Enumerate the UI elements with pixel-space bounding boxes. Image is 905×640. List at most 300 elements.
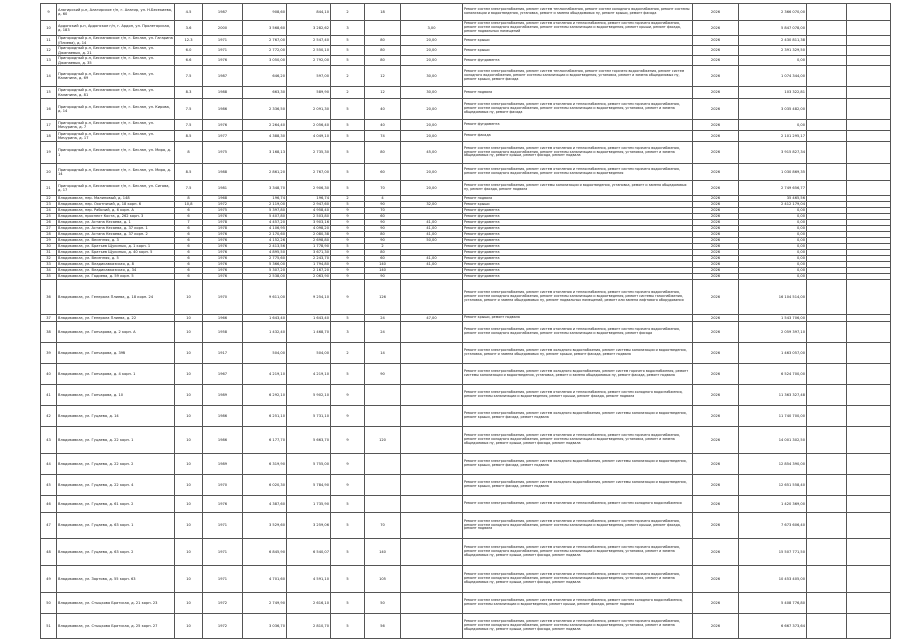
class-cell: 10 [175, 427, 203, 454]
floors-cell: 9 [331, 232, 365, 238]
living-area-cell: 2 792,00 [287, 56, 331, 66]
class-cell: 12.3 [175, 36, 203, 46]
build-year-cell: 1986 [203, 99, 243, 120]
table-row [41, 614, 891, 639]
floors-cell: 9 [331, 475, 365, 496]
address-cell: Владикавказ, ул. Астана Кесаева, д. 1 [57, 220, 175, 226]
floors-cell: 5 [331, 614, 365, 639]
year-scheduled-cell: 2026 [693, 56, 739, 66]
living-area-cell: 3 671,30 [287, 250, 331, 256]
build-year-cell: 1978 [203, 226, 243, 232]
living-area-cell: 1 643,40 [287, 315, 331, 322]
works-cell: Ремонт систем электроснабжения, ремонт систем отопления и теплоснабжения, ремонт систем горячего водоснабжения, ремонт систем холодного водоснабжения, ремонт системы канализации и водоотведения, установка, ремонт и замена общедомовых пу, ремонт крыши, ремонт фасада, ремонт подвала [463, 427, 693, 454]
works-cell: Ремонт фундамента [463, 250, 693, 256]
class-cell: 8.3 [175, 87, 203, 99]
empty-cell [807, 513, 847, 539]
living-area-cell: 1 778,90 [287, 244, 331, 250]
cost-cell: 10 453 405,00 [739, 566, 807, 593]
works-cell: Ремонт систем электроснабжения, ремонт систем отопления и теплоснабжения, ремонт систем холодного водоснабжения, ремонт системы канализации и водоотведения, ремонт крыши, ремонт фасада, ремонт подвала [463, 593, 693, 614]
row-number-cell: 20 [41, 164, 57, 181]
cost-cell: 2 366 070,00 [739, 4, 807, 21]
works-cell: Ремонт систем электроснабжения, ремонт систем отопления и теплоснабжения, ремонт систем горячего водоснабжения, ремонт систем холодного водоснабжения, ремонт системы канализации и водоотведения, ремонт фасада [463, 322, 693, 343]
residents-cell: 80 [365, 250, 401, 256]
class-cell: 6 [175, 244, 203, 250]
year-scheduled-cell: 2026 [693, 364, 739, 385]
cost-cell: 2 391 329,50 [739, 46, 807, 56]
build-year-cell: 1986 [203, 406, 243, 427]
living-area-cell: 5 784,90 [287, 475, 331, 496]
row-number-cell: 10 [41, 21, 57, 36]
floors-cell: 3 [331, 322, 365, 343]
cost-cell: 0,00 [739, 238, 807, 244]
row-number-cell: 9 [41, 4, 57, 21]
empty-cell [847, 164, 891, 181]
year-scheduled-cell: 2026 [693, 196, 739, 202]
residents-cell: 120 [365, 427, 401, 454]
year-scheduled-cell: 2026 [693, 131, 739, 142]
cost-cell: 0,00 [739, 226, 807, 232]
class-cell: 10 [175, 496, 203, 513]
class-cell: 7 [175, 220, 203, 226]
empty-cell [847, 181, 891, 196]
build-year-cell: 1975 [203, 208, 243, 214]
residents-cell: 60 [365, 164, 401, 181]
living-area-cell: 5 902,10 [287, 385, 331, 406]
empty-cell [847, 496, 891, 513]
total-area-cell: 3 348,70 [243, 181, 287, 196]
empty-cell [807, 87, 847, 99]
residents-cell: 140 [365, 539, 401, 566]
cost-cell: 2 749 656,77 [739, 181, 807, 196]
address-cell: Владикавказ, ул. Астана Кесаева, д. 37 корп. 2 [57, 232, 175, 238]
empty-cell [847, 56, 891, 66]
cost-cell: 15 507 771,50 [739, 539, 807, 566]
empty-cell [807, 614, 847, 639]
empty-cell [807, 343, 847, 364]
build-year-cell: 1972 [203, 614, 243, 639]
empty-cell [847, 36, 891, 46]
wear-cell [401, 475, 463, 496]
year-scheduled-cell: 2026 [693, 21, 739, 36]
cost-cell: 11 363 327,48 [739, 385, 807, 406]
year-scheduled-cell: 2026 [693, 214, 739, 220]
empty-cell [847, 120, 891, 131]
wear-cell: 20,00 [401, 46, 463, 56]
class-cell: 3.6 [175, 21, 203, 36]
empty-cell [847, 513, 891, 539]
class-cell: 7.5 [175, 120, 203, 131]
wear-cell [401, 614, 463, 639]
floors-cell: 5 [331, 315, 365, 322]
address-cell: Владикавказ, ул. Гончарова, д. 39б [57, 343, 175, 364]
build-year-cell: 1971 [203, 36, 243, 46]
table-row [41, 315, 891, 322]
living-area-cell: 2 767,00 [287, 164, 331, 181]
residents-cell: 80 [365, 56, 401, 66]
cost-cell: 0,00 [739, 274, 807, 280]
build-year-cell: 1976 [203, 496, 243, 513]
wear-cell [401, 496, 463, 513]
year-scheduled-cell: 2026 [693, 142, 739, 164]
table-row [41, 280, 891, 315]
empty-cell [807, 364, 847, 385]
year-scheduled-cell: 2026 [693, 322, 739, 343]
floors-cell: 5 [331, 244, 365, 250]
year-scheduled-cell: 2026 [693, 539, 739, 566]
living-area-cell: 1 794,80 [287, 262, 331, 268]
year-scheduled-cell: 2026 [693, 99, 739, 120]
residents-cell: 70 [365, 208, 401, 214]
empty-cell [847, 614, 891, 639]
empty-cell [807, 56, 847, 66]
residents-cell [365, 475, 401, 496]
table-row [41, 364, 891, 385]
class-cell: 6.0 [175, 46, 203, 56]
floors-cell: 9 [331, 268, 365, 274]
row-number-cell: 15 [41, 87, 57, 99]
cost-cell: 11 740 700,00 [739, 406, 807, 427]
class-cell: 6 [175, 256, 203, 262]
cost-cell: 5 408 776,80 [739, 593, 807, 614]
cost-cell: 103 322,81 [739, 87, 807, 99]
row-number-cell: 13 [41, 56, 57, 66]
works-cell: Ремонт систем электроснабжения, ремонт систем отопления и теплоснабжения, ремонт систем горячего водоснабжения, ремонт систем холодного водоснабжения, ремонт системы канализации и водоотведения, установка, ремонт и замена общедомовых пу, ремонт крыши, ремонт фасада, ремонт подвала [463, 614, 693, 639]
row-number-cell: 18 [41, 131, 57, 142]
table-row [41, 4, 891, 21]
living-area-cell: 6 540,07 [287, 539, 331, 566]
works-cell: Ремонт систем электроснабжения, ремонт систем отопления и теплоснабжения, ремонт систем горячего водоснабжения, ремонт систем холодного водоснабжения, ремонт системы канализации и водоотведения, ремонт крыши, ремонт фасада, ремонт подвальных помещений [463, 21, 693, 36]
residents-cell: 80 [365, 232, 401, 238]
row-number-cell: 48 [41, 539, 57, 566]
works-cell: Ремонт систем электроснабжения, ремонт систем холодного водоснабжения, ремонт систем горячего водоснабжения, ремонт системы канализации и водоотведения, установка, ремонт и замена общедомовых пу, ремонт фасада, ремонт подвала [463, 364, 693, 385]
empty-cell [847, 322, 891, 343]
total-area-cell: 4 219,10 [243, 364, 287, 385]
cost-cell: 2 412 179,04 [739, 202, 807, 208]
floors-cell: 9 [331, 226, 365, 232]
residents-cell [365, 454, 401, 475]
build-year-cell: 1976 [203, 262, 243, 268]
residents-cell: 90 [365, 364, 401, 385]
build-year-cell: 1972 [203, 593, 243, 614]
total-area-cell: 4 388,30 [243, 131, 287, 142]
total-area-cell: 6 292,10 [243, 385, 287, 406]
table-row [41, 406, 891, 427]
living-area-cell: 3 259,06 [287, 513, 331, 539]
build-year-cell: 1971 [203, 46, 243, 56]
class-cell: 6 [175, 238, 203, 244]
total-area-cell: 4 387,60 [243, 496, 287, 513]
total-area-cell: 196,74 [243, 196, 287, 202]
empty-cell [807, 4, 847, 21]
total-area-cell: 2 336,50 [243, 99, 287, 120]
residents-cell: 80 [365, 46, 401, 56]
row-number-cell: 30 [41, 244, 57, 250]
year-scheduled-cell: 2026 [693, 280, 739, 315]
floors-cell: 9 [331, 250, 365, 256]
year-scheduled-cell: 2026 [693, 120, 739, 131]
residents-cell: 60 [365, 214, 401, 220]
living-area-cell: 2 056,40 [287, 120, 331, 131]
empty-cell [847, 131, 891, 142]
address-cell: Владикавказ, ул. Братьев Щукиных, д. 40 корп. 5 [57, 250, 175, 256]
year-scheduled-cell: 2026 [693, 262, 739, 268]
floors-cell: 5 [331, 99, 365, 120]
build-year-cell: 1988 [203, 87, 243, 99]
cost-cell: 2 430 811,38 [739, 36, 807, 46]
empty-cell [807, 280, 847, 315]
cost-cell: 0,00 [739, 256, 807, 262]
cost-cell: 6 524 700,00 [739, 364, 807, 385]
empty-cell [807, 566, 847, 593]
build-year-cell: 1970 [203, 280, 243, 315]
empty-cell [807, 21, 847, 36]
address-cell: Владикавказ, ул. Гуцаева, д. 61 корп. 2 [57, 496, 175, 513]
year-scheduled-cell: 2026 [693, 343, 739, 364]
build-year-cell: 1976 [203, 268, 243, 274]
row-number-cell: 37 [41, 315, 57, 322]
class-cell: 10 [175, 322, 203, 343]
floors-cell: 9 [331, 262, 365, 268]
cost-cell: 0,00 [739, 262, 807, 268]
works-cell: Ремонт фундамента [463, 120, 693, 131]
total-area-cell: 4 895,50 [243, 250, 287, 256]
living-area-cell: 2 091,30 [287, 99, 331, 120]
row-number-cell: 23 [41, 202, 57, 208]
total-area-cell: 2 264,40 [243, 120, 287, 131]
empty-cell [807, 593, 847, 614]
living-area-cell: 2 080,38 [287, 232, 331, 238]
class-cell: 6 [175, 250, 203, 256]
works-cell: Ремонт фундамента [463, 262, 693, 268]
total-area-cell: 6 845,90 [243, 539, 287, 566]
residents-cell [365, 21, 401, 36]
empty-cell [847, 142, 891, 164]
row-number-cell: 45 [41, 475, 57, 496]
cost-cell: 0,00 [739, 268, 807, 274]
build-year-cell: 1978 [203, 220, 243, 226]
total-area-cell: 5 407,80 [243, 214, 287, 220]
row-number-cell: 24 [41, 208, 57, 214]
address-cell: Пригородный р-н, Беслановское г/п, г. Беслан, ул. Калинина, д. 69 [57, 66, 175, 87]
cost-cell: 1 420 369,00 [739, 496, 807, 513]
cost-cell: 7 673 606,40 [739, 513, 807, 539]
row-number-cell: 44 [41, 454, 57, 475]
build-year-cell: 1966 [203, 315, 243, 322]
works-cell: Ремонт систем электроснабжения, ремонт систем отопления и теплоснабжения, ремонт систем холодного водоснабжения [463, 496, 693, 513]
works-cell: Ремонт систем электроснабжения, ремонт систем холодного водоснабжения, ремонт системы канализации и водоотведения, ремонт крыши, ремонт фасада, ремонт подвала [463, 475, 693, 496]
build-year-cell: 1976 [203, 232, 243, 238]
total-area-cell: 908,60 [243, 4, 287, 21]
floors-cell: 5 [331, 142, 365, 164]
total-area-cell: 3 568,60 [243, 21, 287, 36]
total-area-cell: 3 529,60 [243, 513, 287, 539]
row-number-cell: 46 [41, 496, 57, 513]
table-row [41, 385, 891, 406]
residents-cell: 90 [365, 202, 401, 208]
residents-cell: 90 [365, 274, 401, 280]
cost-cell: 35 465,56 [739, 196, 807, 202]
build-year-cell: 1967 [203, 364, 243, 385]
table-row [41, 181, 891, 196]
empty-cell [847, 566, 891, 593]
total-area-cell: 6 319,90 [243, 454, 287, 475]
address-cell: Владикавказ, ул. Владикавказская, д. 8 [57, 262, 175, 268]
floors-cell: 5 [331, 46, 365, 56]
empty-cell [807, 164, 847, 181]
address-cell: Владикавказ, проспект Коста, д. 262 корп. 3 [57, 214, 175, 220]
wear-cell: 20,00 [401, 56, 463, 66]
row-number-cell: 47 [41, 513, 57, 539]
works-cell: Ремонт подвала [463, 87, 693, 99]
cost-cell: 2 101 295,17 [739, 131, 807, 142]
living-area-cell: 4 098,20 [287, 226, 331, 232]
living-area-cell: 4 591,10 [287, 566, 331, 593]
year-scheduled-cell: 2026 [693, 181, 739, 196]
row-number-cell: 28 [41, 232, 57, 238]
wear-cell: 47,00 [401, 315, 463, 322]
row-number-cell: 50 [41, 593, 57, 614]
residents-cell: 126 [365, 280, 401, 315]
floors-cell: 2 [331, 87, 365, 99]
works-cell: Ремонт крыши [463, 202, 693, 208]
class-cell: 10 [175, 539, 203, 566]
address-cell: Владикавказ, ул. Владикавказская, д. 34 [57, 268, 175, 274]
empty-cell [847, 343, 891, 364]
row-number-cell: 41 [41, 385, 57, 406]
class-cell: 8.5 [175, 131, 203, 142]
works-cell: Ремонт фундамента [463, 244, 693, 250]
build-year-cell: 1988 [203, 164, 243, 181]
works-cell: Ремонт фундамента [463, 268, 693, 274]
row-number-cell: 11 [41, 36, 57, 46]
floors-cell: 5 [331, 36, 365, 46]
table-row [41, 142, 891, 164]
living-area-cell: 2 243,70 [287, 256, 331, 262]
works-cell: Ремонт фундамента [463, 232, 693, 238]
build-year-cell: 1986 [203, 427, 243, 454]
cost-cell: 1 543 706,00 [739, 315, 807, 322]
cost-cell: 2 059 397,10 [739, 322, 807, 343]
total-area-cell: 4 106,95 [243, 226, 287, 232]
works-cell: Ремонт крыши, ремонт подвала [463, 315, 693, 322]
wear-cell: 50,00 [401, 238, 463, 244]
empty-cell [847, 427, 891, 454]
living-area-cell: 9 254,10 [287, 280, 331, 315]
works-cell: Ремонт систем электроснабжения, ремонт систем отопления и теплоснабжения, ремонт систем холодного водоснабжения, ремонт системы канализации и водоотведения, ремонт крыши, ремонт фасада, ремонт подвала [463, 385, 693, 406]
address-cell: Пригородный р-н, Беслановское г/п, г. Беслан, ул. Мичурина, д. 7 [57, 120, 175, 131]
address-cell: Пригородный р-н, Беслановское г/п, г. Беслан, ул. Джанаевых, д. 35 [57, 56, 175, 66]
floors-cell: 5 [331, 364, 365, 385]
build-year-cell: 1917 [203, 343, 243, 364]
wear-cell [401, 454, 463, 475]
row-number-cell: 36 [41, 280, 57, 315]
floors-cell: 5 [331, 164, 365, 181]
row-number-cell: 42 [41, 406, 57, 427]
address-cell: Пригородный р-н, Беслановское г/п, г. Беслан, ул. Мира, д. 14 [57, 164, 175, 181]
works-cell: Ремонт фундамента [463, 220, 693, 226]
table-row [41, 164, 891, 181]
row-number-cell: 33 [41, 262, 57, 268]
year-scheduled-cell: 2026 [693, 268, 739, 274]
address-cell: Пригородный р-н, Беслановское г/п, г. Беслан, ул. Гагарина (Плиева), д. 14 [58, 36, 173, 45]
class-cell: 10 [175, 343, 203, 364]
build-year-cell: 1981 [203, 181, 243, 196]
address-cell: Ардонский р-н, Ардонское г/п, г. Ардон, ул. Пролетарская, д. 183 [57, 21, 175, 36]
row-number-cell: 32 [41, 256, 57, 262]
works-cell: Ремонт подвала [463, 196, 693, 202]
build-year-cell: 1976 [203, 238, 243, 244]
class-cell: 10 [175, 475, 203, 496]
works-cell: Ремонт крыши [463, 46, 693, 56]
build-year-cell: 1976 [203, 214, 243, 220]
document-sheet [40, 3, 890, 639]
class-cell: 7.5 [175, 99, 203, 120]
empty-cell [807, 427, 847, 454]
cost-cell: 1 030 869,35 [739, 164, 807, 181]
year-scheduled-cell: 2026 [693, 274, 739, 280]
table-row [41, 87, 891, 99]
class-cell: 10 [175, 280, 203, 315]
floors-cell: 2 [331, 66, 365, 87]
class-cell: 6 [175, 214, 203, 220]
living-area-cell: 597,00 [287, 66, 331, 87]
empty-cell [807, 46, 847, 56]
residents-cell: 4 [365, 196, 401, 202]
class-cell: 10 [175, 566, 203, 593]
build-year-cell: 2000 [203, 21, 243, 36]
floors-cell: 5 [331, 120, 365, 131]
table-row [41, 99, 891, 120]
year-scheduled-cell: 2026 [693, 566, 739, 593]
floors-cell: 9 [331, 385, 365, 406]
empty-cell [807, 181, 847, 196]
residents-cell [365, 385, 401, 406]
year-scheduled-cell: 2026 [693, 232, 739, 238]
living-area-cell: 2 947,60 [287, 202, 331, 208]
year-scheduled-cell: 2026 [693, 315, 739, 322]
works-cell: Ремонт систем электроснабжения, ремонт систем холодного водоснабжения, ремонт системы канализации и водоотведения, установка, ремонт и замена общедомовых пу, ремонт крыши, ремонт фасада, ремонт подвала [463, 343, 693, 364]
living-area-cell: 1 735,90 [287, 496, 331, 513]
living-area-cell: 504,00 [287, 343, 331, 364]
residents-cell: 74 [365, 131, 401, 142]
residents-cell: 56 [365, 614, 401, 639]
table-row [41, 66, 891, 87]
wear-cell [401, 385, 463, 406]
living-area-cell: 2 167,20 [287, 268, 331, 274]
empty-cell [847, 593, 891, 614]
class-cell: 6 [175, 208, 203, 214]
address-cell: Пригородный р-н, Беслановское г/п, г. Беслан, ул. Мира, д. 1 [57, 142, 175, 164]
residents-cell: 70 [365, 513, 401, 539]
row-number-cell: 19 [41, 142, 57, 164]
class-cell: 6.6 [175, 56, 203, 66]
wear-cell: 41,00 [401, 262, 463, 268]
works-cell: Ремонт систем электроснабжения, ремонт систем отопления и теплоснабжения, ремонт систем горячего водоснабжения, ремонт систем холодного водоснабжения, ремонт системы канализации и водоотведения, установка, ремонт и замена общедомовых пу, ремонт крыши, ремонт фасада, ремонт подвала [463, 142, 693, 164]
living-area-cell: 2 616,10 [287, 593, 331, 614]
address-cell: Владикавказ, ул. Генерала Плиева, д. 22 [57, 315, 175, 322]
floors-cell: 9 [331, 220, 365, 226]
year-scheduled-cell: 2026 [693, 250, 739, 256]
floors-cell: 5 [331, 513, 365, 539]
table-row [41, 496, 891, 513]
class-cell: 10 [175, 513, 203, 539]
empty-cell [847, 454, 891, 475]
cost-cell: 3 915 827,34 [739, 142, 807, 164]
address-cell: Владикавказ, пер. Рабочий, д. 6 корп. А [57, 208, 175, 214]
build-year-cell: 1976 [203, 274, 243, 280]
works-cell: Ремонт систем электроснабжения, ремонт систем теплоснабжения, ремонт систем горячего водоснабжения, ремонт систем холодного водоснабжения, ремонт системы канализации и водоотведения, установка, ремонт и замена общедомовых пу, ремонт крыши, ремонт фасада [463, 66, 693, 87]
cost-cell: 3 035 482,00 [739, 99, 807, 120]
